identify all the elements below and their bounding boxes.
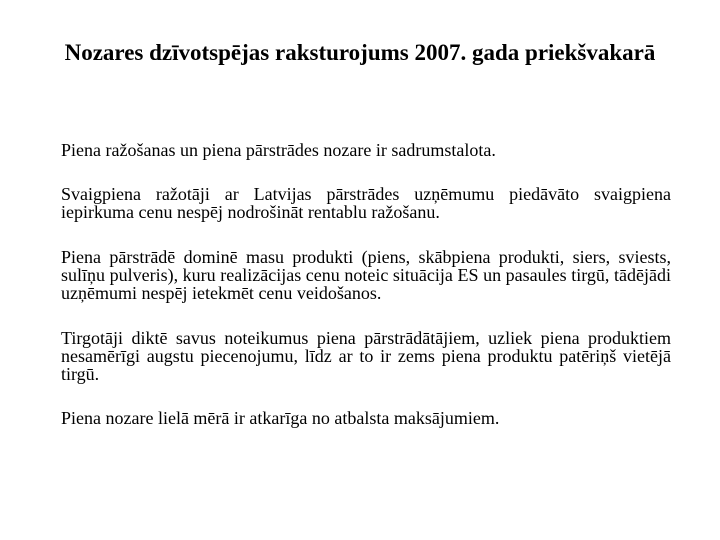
paragraph-retailers: Tirgotāji diktē savus noteikumus piena pārstrādātājiem, uzliek piena produktiem nesamērīgi augstu piecenojumu, līdz ar to ir zems piena produktu patēriņš vietējā tirgū. xyxy=(61,328,671,384)
paragraph-fragmentation: Piena ražošanas un piena pārstrādes nozare ir sadrumstalota. xyxy=(61,140,496,160)
paragraph-raw-milk-producers: Svaigpiena ražotāji ar Latvijas pārstrādes uzņēmumu piedāvāto svaigpiena iepirkuma cenu nespēj nodrošināt rentablu ražošanu. xyxy=(61,184,671,222)
paragraph-support-payments: Piena nozare lielā mērā ir atkarīga no atbalsta maksājumiem. xyxy=(61,408,500,428)
slide-body xyxy=(61,141,671,427)
paragraph-mass-products: Piena pārstrādē dominē masu produkti (piens, skābpiena produkti, siers, sviests, sulīņu pulveris), kuru realizācijas cenu noteic situācija ES un pasaules tirgū, tādējādi uzņēmumi nespēj ietekmēt cenu veidošanos. xyxy=(61,247,671,303)
slide-title: Nozares dzīvotspējas raksturojums 2007. gada priekšvakarā xyxy=(64,40,656,65)
